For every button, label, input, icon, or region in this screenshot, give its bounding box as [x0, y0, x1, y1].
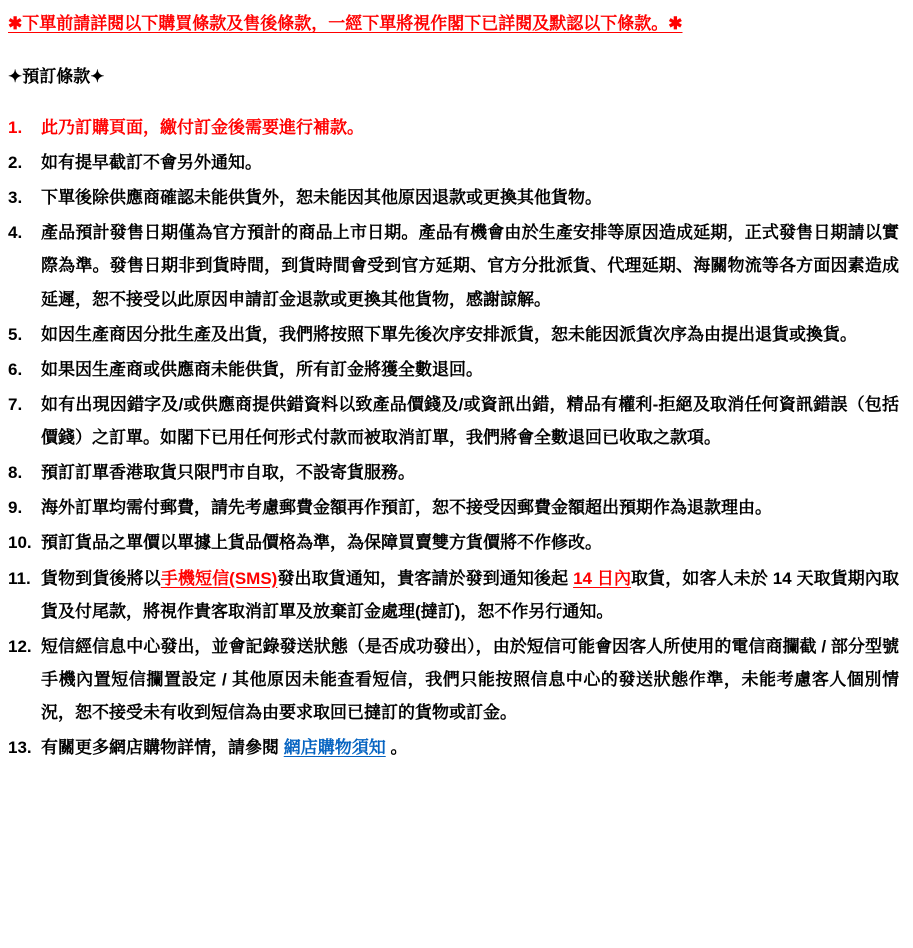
- term-item-2: [8, 146, 899, 179]
- pickup-deadline-highlight: 14 日內: [573, 568, 632, 588]
- term-text: 預訂訂單香港取貨只限門市自取，不設寄貨服務。: [41, 463, 415, 483]
- term-item-8: [8, 456, 899, 489]
- term-number: 2.: [8, 152, 23, 172]
- term-number: 6.: [8, 359, 23, 379]
- term-text: 如有提早截訂不會另外通知。: [41, 152, 262, 172]
- term-text-segment: 取貨，如客人未於 14 天取貨期內取貨及付尾款，將視作貴客取消訂單及放棄訂金處理(撻訂)，恕不作另行通知。: [41, 568, 899, 621]
- term-text: 海外訂單均需付郵費，請先考慮郵費金額再作預訂，恕不接受因郵費金額超出預期作為退款理由。: [41, 498, 772, 518]
- term-text: [41, 562, 899, 628]
- term-item-5: [8, 318, 899, 351]
- term-item-13: [8, 731, 899, 764]
- term-number: 13.: [8, 738, 32, 758]
- term-item-9: [8, 491, 899, 524]
- term-item-11: [8, 562, 899, 628]
- term-number: 8.: [8, 463, 23, 483]
- term-text: 如因生產商因分批生產及出貨，我們將按照下單先後次序安排派貨，恕未能因派貨次序為由提出退貨或換貨。: [41, 324, 857, 344]
- section-title-preorder-terms: ✦預訂條款✦: [8, 66, 105, 86]
- term-text: 產品預計發售日期僅為官方預計的商品上市日期。產品有機會由於生產安排等原因造成延期，正式發售日期請以實際為準。發售日期非到貨時間，到貨時間會受到官方延期、官方分批派貨、代理延期、海關物流等各方面因素造成延遲，恕不接受以此原因申請訂金退款或更換其他貨物，感謝諒解。: [41, 223, 899, 309]
- term-item-7: [8, 388, 899, 454]
- term-item-12: [8, 630, 899, 729]
- term-text: 下單後除供應商確認未能供貨外，恕未能因其他原因退款或更換其他貨物。: [41, 188, 602, 208]
- term-number: 11.: [8, 568, 31, 588]
- term-text: 如有出現因錯字及/或供應商提供錯資料以致產品價錢及/或資訊出錯，精品有權利-拒絕及取消任何資訊錯誤（包括價錢）之訂單。如閣下已用任何形式付款而被取消訂單，我們將會全數退回已收取之款項。: [41, 394, 899, 448]
- term-text-segment: 發出取貨通知，貴客請於發到通知後起: [277, 568, 574, 588]
- term-text: 此乃訂購頁面，繳付訂金後需要進行補款。: [41, 117, 364, 137]
- term-item-1: [8, 111, 899, 144]
- term-text: 如果因生產商或供應商未能供貨，所有訂金將獲全數退回。: [41, 359, 483, 379]
- term-item-4: [8, 216, 899, 315]
- term-number: 1.: [8, 117, 23, 137]
- term-text: [41, 731, 899, 764]
- terms-list: [8, 111, 899, 765]
- term-number: 10.: [8, 533, 32, 553]
- term-item-6: [8, 353, 899, 386]
- term-text-segment: 。: [385, 738, 408, 758]
- term-number: 9.: [8, 498, 23, 518]
- term-item-10: [8, 526, 899, 559]
- term-text-segment: 貨物到貨後將以: [41, 568, 161, 588]
- preorder-terms-page: [8, 12, 899, 764]
- term-item-3: [8, 181, 899, 214]
- store-shopping-guide-link[interactable]: 網店購物須知: [283, 738, 386, 758]
- sms-highlight: 手機短信(SMS): [160, 568, 278, 588]
- term-number: 5.: [8, 324, 23, 344]
- term-number: 12.: [8, 636, 32, 656]
- term-number: 3.: [8, 188, 23, 208]
- term-number: 7.: [8, 394, 23, 414]
- term-text: 預訂貨品之單價以單據上貨品價格為準，為保障買賣雙方貨價將不作修改。: [41, 533, 602, 553]
- term-number: 4.: [8, 223, 23, 243]
- term-text: 短信經信息中心發出，並會記錄發送狀態（是否成功發出），由於短信可能會因客人所使用的電信商攔截 / 部分型號手機內置短信攔置設定 / 其他原因未能查看短信，我們只能按照信息中心的發送狀態作準，未能考慮客人個別情況，恕不接受未有收到短信為由要求取回已撻訂的貨物或訂金。: [41, 636, 899, 723]
- term-text-segment: 有關更多網店購物詳情，請參閱: [41, 738, 284, 758]
- purchase-notice-banner: ✱下單前請詳閱以下購買條款及售後條款，一經下單將視作閣下已詳閱及默認以下條款。✱: [8, 14, 683, 33]
